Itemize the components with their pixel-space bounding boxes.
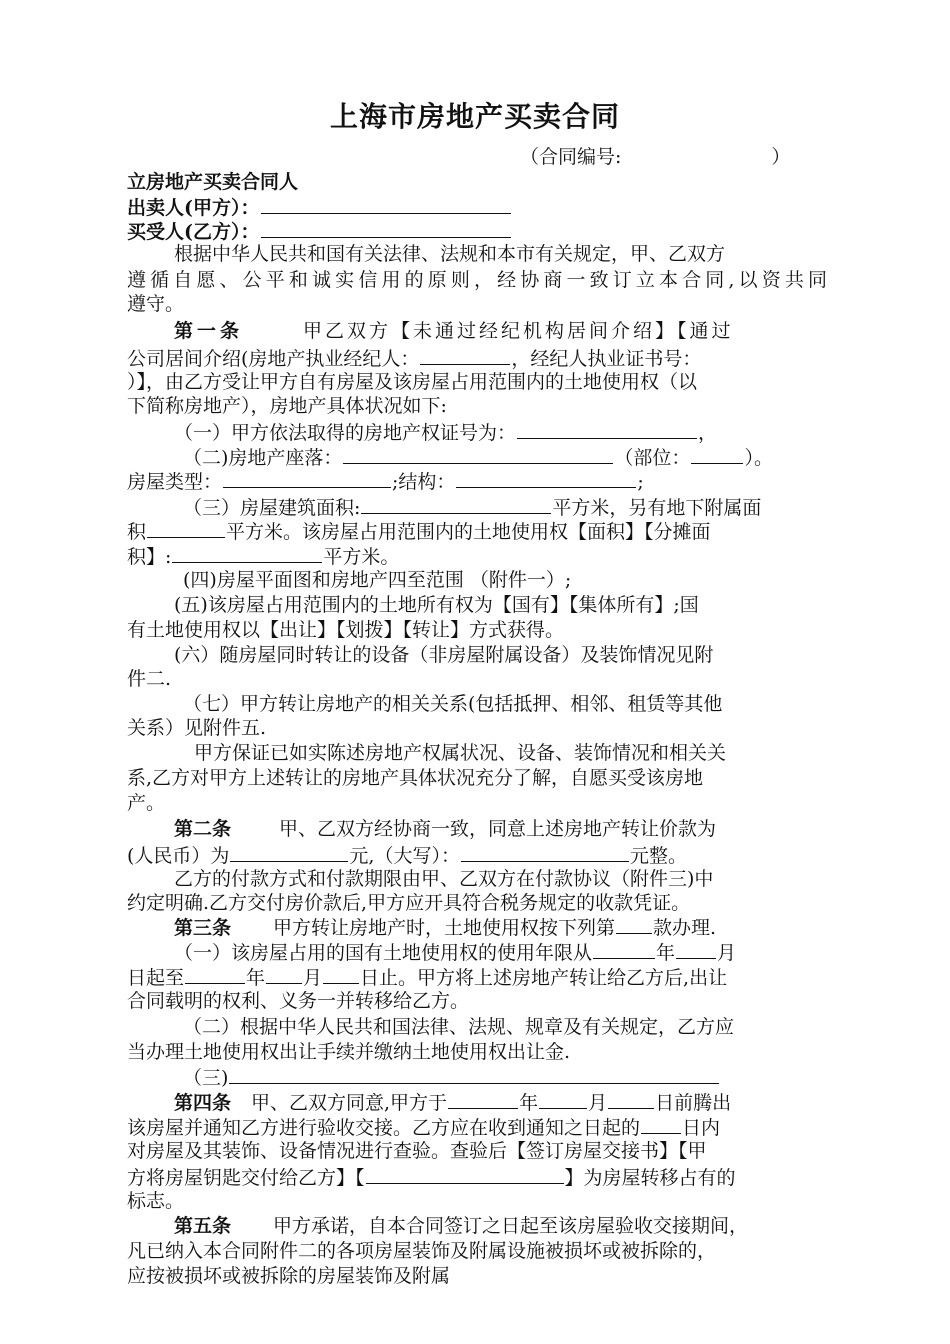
article-3-item-3-label: （三): [183, 1067, 229, 1089]
article-4-text-2: 该房屋并通知乙方进行验收交接。乙方应在收到通知之日起的: [127, 1117, 641, 1139]
article-5-heading: 第五条: [174, 1215, 232, 1237]
item-3-text-d: 平方米。该房屋占用范围内的土地使用权【面积】【分摊面: [226, 521, 711, 543]
article-1-line-4: 下简称房地产），房地产具体状况如下:: [127, 395, 447, 417]
article-5-line-1: [174, 1214, 834, 1238]
article-3-item-1-line-2: [127, 964, 827, 990]
article-4-text-4b: 】为房屋转移占有的: [564, 1167, 736, 1189]
item-2-part-label: （部位：: [614, 447, 691, 469]
article-5-line-2: 凡已纳入本合同附件二的各项房屋装饰及附属设施被损坏或被拆除的，: [127, 1240, 717, 1262]
article-3-item-1-line-1: [174, 939, 827, 965]
item-1-text: （一）甲方依法取得的房地产权证号为：: [174, 422, 517, 444]
price-capital-blank[interactable]: [461, 842, 629, 862]
basement-area-blank[interactable]: [147, 518, 225, 538]
buyer-blank[interactable]: [261, 218, 511, 238]
guarantee-line-1: 甲方保证已如实陈述房地产权属状况、设备、装饰情况和相关关: [194, 742, 727, 764]
article-3-text-1: 甲方转让房地产时，土地使用权按下列第: [273, 917, 616, 939]
document-title: 上海市房地产买卖合同: [329, 100, 620, 133]
article-5-text-1: 甲方承诺，自本合同签订之日起至该房屋验收交接期间，: [273, 1215, 749, 1237]
guarantee-line-3: 产。: [127, 792, 166, 814]
vacate-year-blank[interactable]: [448, 1089, 518, 1109]
certificate-number-blank[interactable]: [517, 419, 697, 439]
contract-number-close: ）: [771, 146, 791, 168]
article-3-line-1: [174, 914, 827, 940]
article-4-text-2-end: 日内: [682, 1117, 721, 1139]
start-year-blank[interactable]: [593, 939, 655, 959]
article-1-text-1: 甲乙双方【未通过经纪机构居间介绍】【通过: [303, 320, 734, 342]
item-3-text-e: 积】:: [127, 546, 172, 568]
house-type-blank[interactable]: [223, 468, 391, 488]
guarantee-line-2: 系,乙方对甲方上述转让的房地产具体状况充分了解，自愿买受该房地: [127, 767, 704, 789]
item-2-end: ）。: [744, 447, 773, 469]
end-day-blank[interactable]: [323, 964, 359, 984]
start-month-blank[interactable]: [676, 939, 716, 959]
vacate-day-blank[interactable]: [608, 1089, 654, 1109]
article-1-heading: 第一条: [174, 320, 244, 342]
article-2-line-4: 约定明确.乙方交付房价款后,甲方应开具符合税务规定的收款凭证。: [127, 892, 691, 914]
article-3-item-1-line-3: 合同载明的权利、义务一并转移给乙方。: [127, 990, 470, 1012]
article-4-line-5: 标志。: [127, 1190, 185, 1212]
preamble-line-2: 遵循自愿、公平和诚实信用的原则，经协商一致订立本合同,以资共同: [127, 269, 827, 291]
article-3-item-1-text: 日止。甲方将上述房地产转让给乙方后,出让: [360, 967, 728, 989]
article-1-line-2: [127, 345, 827, 371]
structure-label: ;结构：: [392, 471, 456, 493]
buyer-label: 买受人(乙方）：: [127, 221, 260, 243]
article-1-text-2a: 公司居间介绍(房地产执业经纪人：: [127, 348, 420, 370]
article-2-text-1: 甲、乙双方经协商一致，同意上述房地产转让价款为: [279, 818, 717, 840]
article-1-text-2b: ，经纪人执业证书号：: [511, 348, 702, 370]
item-2-line-2-end: ;: [637, 471, 644, 493]
transfer-mark-blank[interactable]: [366, 1164, 564, 1184]
article-4-text-4a: 方将房屋钥匙交付给乙方】【: [127, 1167, 365, 1189]
contract-number-label: （合同编号:: [520, 146, 622, 168]
item-3-line-2: [127, 518, 827, 544]
item-3-text-c: 积: [127, 521, 147, 543]
price-blank[interactable]: [230, 842, 348, 862]
part-blank[interactable]: [691, 444, 743, 464]
article-4-line-4: [127, 1164, 827, 1190]
item-6-line-2: 件二.: [127, 668, 172, 690]
end-date-label: 日起至: [127, 967, 185, 989]
price-end: 元整。: [629, 845, 687, 867]
land-term-label: （一）该房屋占用的国有土地使用权的使用年限从: [174, 942, 593, 964]
end-month-blank[interactable]: [266, 964, 302, 984]
item-7-line-1: （七）甲方转让房地产的相关关系(包括抵押、相邻、租赁等其他: [183, 693, 723, 715]
vacate-year-label: 年: [519, 1092, 539, 1114]
article-4-line-1: [174, 1089, 827, 1115]
article-2-line-1: [174, 817, 827, 841]
preamble-line-3: 遵守。: [127, 293, 185, 315]
article-3-heading: 第三条: [174, 917, 232, 939]
vacate-month-blank[interactable]: [539, 1089, 587, 1109]
item-5-line-1: (五)该房屋占用范围内的土地所有权为【国有】【集体所有】;国: [174, 594, 699, 616]
article-4-text-1: 甲、乙双方同意,甲方于: [251, 1092, 448, 1114]
article-1-line-3: ）】，由乙方受让甲方自有房屋及该房屋占用范围内的土地使用权（以: [127, 371, 698, 393]
item-4-line: (四)房屋平面图和房地产四至范围 （附件一）;: [183, 569, 572, 591]
item-2-line-1: [183, 444, 827, 470]
end-year-blank[interactable]: [185, 964, 245, 984]
start-year-label: 年: [656, 942, 676, 964]
land-area-blank[interactable]: [172, 543, 322, 563]
article-2-heading: 第二条: [174, 818, 232, 840]
parties-intro: 立房地产买卖合同人: [127, 171, 299, 193]
article-3-item-3-line: [183, 1064, 827, 1090]
item-2-line-2: [127, 468, 827, 494]
item-5-line-2: 有土地使用权以【出让】【划拨】【转让】方式获得。: [127, 619, 565, 641]
price-capital-label: 元,（大写）：: [349, 845, 460, 867]
end-year-label: 年: [246, 967, 266, 989]
item-2-location-label: （二)房地产座落：: [183, 447, 343, 469]
article-2-line-3: 乙方的付款方式和付款期限由甲、乙双方在付款协议（附件三)中: [174, 868, 714, 890]
contract-number-line: [520, 145, 820, 169]
article-1-line-1: [174, 319, 827, 343]
preamble-line-1: 根据中华人民共和国有关法律、法规和本市有关规定，甲、乙双方: [174, 243, 726, 265]
price-label: (人民币）为: [127, 845, 230, 867]
seller-line: [127, 194, 827, 220]
article-3-item-2-line-2: 当办理土地使用权出让手续并缴纳土地使用权出让金.: [127, 1041, 571, 1063]
end-month-label: 月: [303, 967, 323, 989]
seller-label: 出卖人(甲方）：: [127, 197, 260, 219]
clause-choice-blank[interactable]: [616, 914, 652, 934]
article-3-item-2-line-1: （二）根据中华人民共和国法律、法规、规章及有关规定，乙方应: [183, 1016, 735, 1038]
item-3-blank[interactable]: [229, 1064, 719, 1084]
article-4-line-2: [127, 1114, 827, 1140]
building-area-label: （三）房屋建筑面积:: [183, 497, 361, 519]
agent-name-blank[interactable]: [420, 345, 510, 365]
article-4-heading: 第四条: [174, 1092, 232, 1114]
seller-blank[interactable]: [261, 194, 511, 214]
article-4-line-3: 对房屋及其装饰、设备情况进行查验。查验后【签订房屋交接书】【甲: [127, 1140, 707, 1162]
house-type-label: 房屋类型：: [127, 471, 223, 493]
item-3-text-b: 平方米，另有地下附属面: [552, 497, 762, 519]
start-month-label: 月: [717, 942, 737, 964]
article-3-text-1-end: 款办理.: [653, 917, 717, 939]
article-2-line-2: [127, 842, 827, 868]
structure-blank[interactable]: [456, 468, 636, 488]
item-3-line-1: [183, 494, 827, 520]
item-7-line-2: 关系）见附件五.: [127, 717, 267, 739]
inspection-days-blank[interactable]: [641, 1114, 681, 1134]
buyer-line: [127, 218, 827, 244]
item-6-line-1: (六）随房屋同时转让的设备（非房屋附属设备）及装饰情况见附: [174, 644, 714, 666]
item-1-end: ，: [698, 422, 718, 444]
building-area-blank[interactable]: [361, 494, 551, 514]
item-3-text-f: 平方米。: [323, 546, 400, 568]
article-4-text-1-end: 日前腾出: [655, 1092, 732, 1114]
location-blank[interactable]: [343, 444, 613, 464]
article-5-line-3: 应按被损坏或被拆除的房屋装饰及附属: [127, 1265, 451, 1287]
vacate-month-label: 月: [588, 1092, 608, 1114]
item-3-line-3: [127, 543, 827, 569]
item-1-line: [174, 419, 827, 445]
